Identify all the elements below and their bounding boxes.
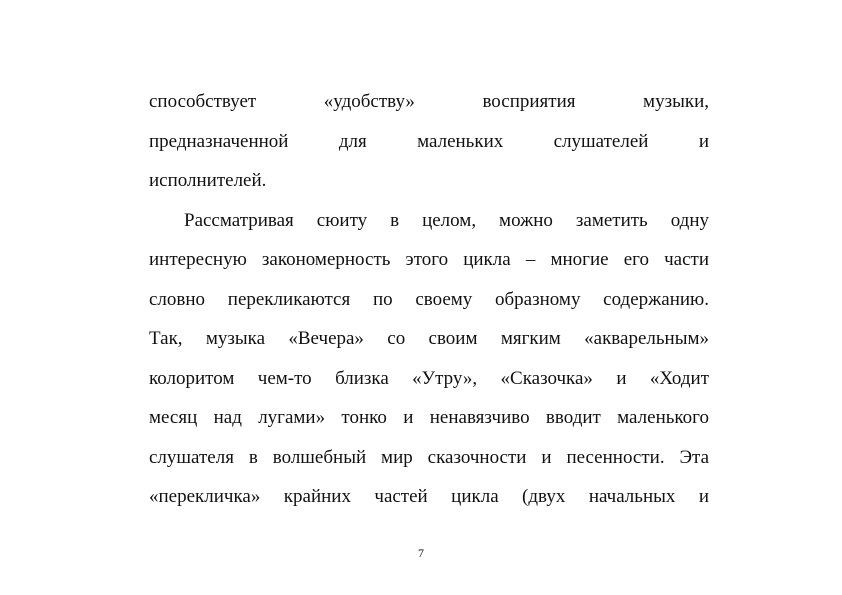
text-line: словно перекликаются по своему образному содержанию. bbox=[149, 288, 709, 310]
text-line: месяц над лугами» тонко и ненавязчиво вводит маленького bbox=[149, 407, 709, 428]
text-line: интересную закономерность этого цикла – многие его части bbox=[149, 249, 709, 270]
text-line: слушателя в волшебный мир сказочности и песенности. Эта bbox=[149, 446, 709, 468]
text-line: предназначенной для маленьких слушателей и bbox=[149, 130, 709, 152]
text-line: исполнителей. bbox=[149, 170, 267, 191]
text-line: Рассматривая сюиту в целом, можно заметить одну bbox=[184, 209, 709, 231]
text-line: «перекличка» крайних частей цикла (двух начальных и bbox=[149, 486, 709, 507]
body-text bbox=[149, 82, 709, 517]
text-line: колоритом чем-то близка «Утру», «Сказочка» и «Ходит bbox=[149, 367, 709, 389]
text-line: Так, музыка «Вечера» со своим мягким «акварельным» bbox=[149, 328, 709, 349]
page-number: 7 bbox=[418, 546, 424, 560]
text-line: способствует «удобству» восприятия музыки, bbox=[149, 91, 709, 112]
